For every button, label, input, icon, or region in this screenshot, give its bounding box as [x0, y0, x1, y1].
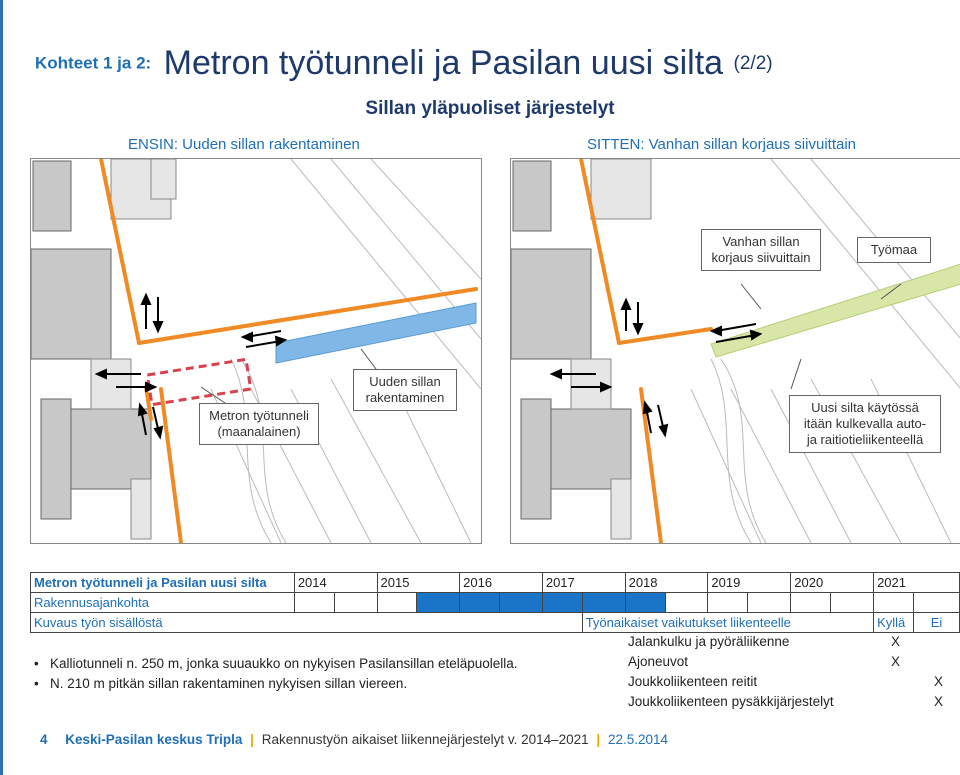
callout-bridge-construction: Uuden sillan rakentaminen: [353, 369, 457, 411]
schedule-cell: [500, 593, 543, 613]
footer-project: Keski-Pasilan keskus Tripla: [65, 732, 243, 747]
schedule-cell: [582, 593, 625, 613]
callout-new-bridge-in-use: Uusi silta käytössä itään kulkevalla auto- ja raitiotieliikenteellä: [789, 395, 941, 453]
work-items-list: [34, 654, 518, 694]
impact-row: Joukkoliikenteen reitit X: [628, 672, 958, 692]
schedule-cell: [708, 593, 748, 613]
schedule-header-row: [31, 573, 960, 593]
impact-row: Joukkoliikenteen pysäkkijärjestelyt X: [628, 692, 958, 712]
year-2019: 2019: [708, 573, 791, 593]
impact-yes-mark: X: [891, 634, 901, 649]
schedule-cell: [294, 593, 334, 613]
map-right: [510, 158, 960, 544]
schedule-table: [30, 572, 960, 633]
footer: [40, 732, 668, 747]
year-2016: 2016: [460, 573, 543, 593]
title-main: Metron työtunneli ja Pasilan uusi silta: [163, 44, 724, 82]
schedule-cell: [625, 593, 665, 613]
footer-document: Rakennustyön aikaiset liikennejärjestelyt v. 2014–2021: [261, 732, 589, 747]
callout-tunnel: Metron työtunneli (maanalainen): [199, 403, 319, 445]
schedule-cell: [791, 593, 831, 613]
map-left: [30, 158, 482, 544]
map-left-drawing: [31, 159, 481, 543]
impacts-list: [628, 632, 958, 712]
phase-left-label: ENSIN: Uuden sillan rakentaminen: [128, 136, 360, 153]
title-prefix: Kohteet 1 ja 2:: [35, 53, 152, 73]
impact-row: Jalankulku ja pyöräliikenne X: [628, 632, 958, 652]
list-item: • N. 210 m pitkän sillan rakentaminen nykyisen sillan viereen.: [34, 676, 408, 691]
schedule-desc-row: [31, 613, 960, 633]
year-2017: 2017: [542, 573, 625, 593]
impact-yes-mark: X: [891, 654, 901, 669]
callout-work-site: Työmaa: [857, 237, 931, 263]
schedule-cell: [417, 593, 460, 613]
impact-no-mark: X: [934, 694, 944, 709]
yes-label: Kyllä: [874, 613, 914, 633]
impact-no-mark: X: [934, 674, 944, 689]
schedule-cell: [460, 593, 500, 613]
schedule-phase-label: Rakennusajankohta: [31, 593, 295, 613]
footer-separator: |: [596, 732, 601, 747]
no-label: Ei: [914, 613, 960, 633]
map-right-drawing: [511, 159, 960, 543]
schedule-project-label: Metron työtunneli ja Pasilan uusi silta: [31, 573, 295, 593]
schedule-phase-row: [31, 593, 960, 613]
year-2020: 2020: [791, 573, 874, 593]
phase-right-label: SITTEN: Vanhan sillan korjaus siivuittain: [587, 136, 857, 153]
page-subtitle: Sillan yläpuoliset järjestelyt: [365, 98, 615, 119]
title-part: (2/2): [733, 52, 773, 74]
year-2015: 2015: [377, 573, 460, 593]
schedule-cell: [542, 593, 582, 613]
schedule-cell: [748, 593, 791, 613]
schedule-cell: [665, 593, 708, 613]
impacts-label: Työnaikaiset vaikutukset liikenteelle: [582, 613, 873, 633]
year-2014: 2014: [294, 573, 377, 593]
schedule-cell: [831, 593, 874, 613]
page-number: 4: [40, 732, 48, 747]
footer-date: 22.5.2014: [607, 732, 669, 747]
schedule-cell: [334, 593, 377, 613]
impact-row: Ajoneuvot X: [628, 652, 958, 672]
year-2018: 2018: [625, 573, 708, 593]
schedule-cell: [914, 593, 960, 613]
footer-separator: |: [250, 732, 254, 747]
schedule-cell: [874, 593, 914, 613]
schedule-cell: [377, 593, 417, 613]
year-2021: 2021: [874, 573, 960, 593]
page-title: [35, 44, 773, 83]
list-item: • Kalliotunneli n. 250 m, jonka suuaukko on nykyisen Pasilansillan eteläpuolella.: [34, 656, 518, 671]
description-label: Kuvaus työn sisällöstä: [31, 613, 583, 633]
callout-old-bridge-repair: Vanhan sillan korjaus siivuittain: [701, 229, 821, 271]
